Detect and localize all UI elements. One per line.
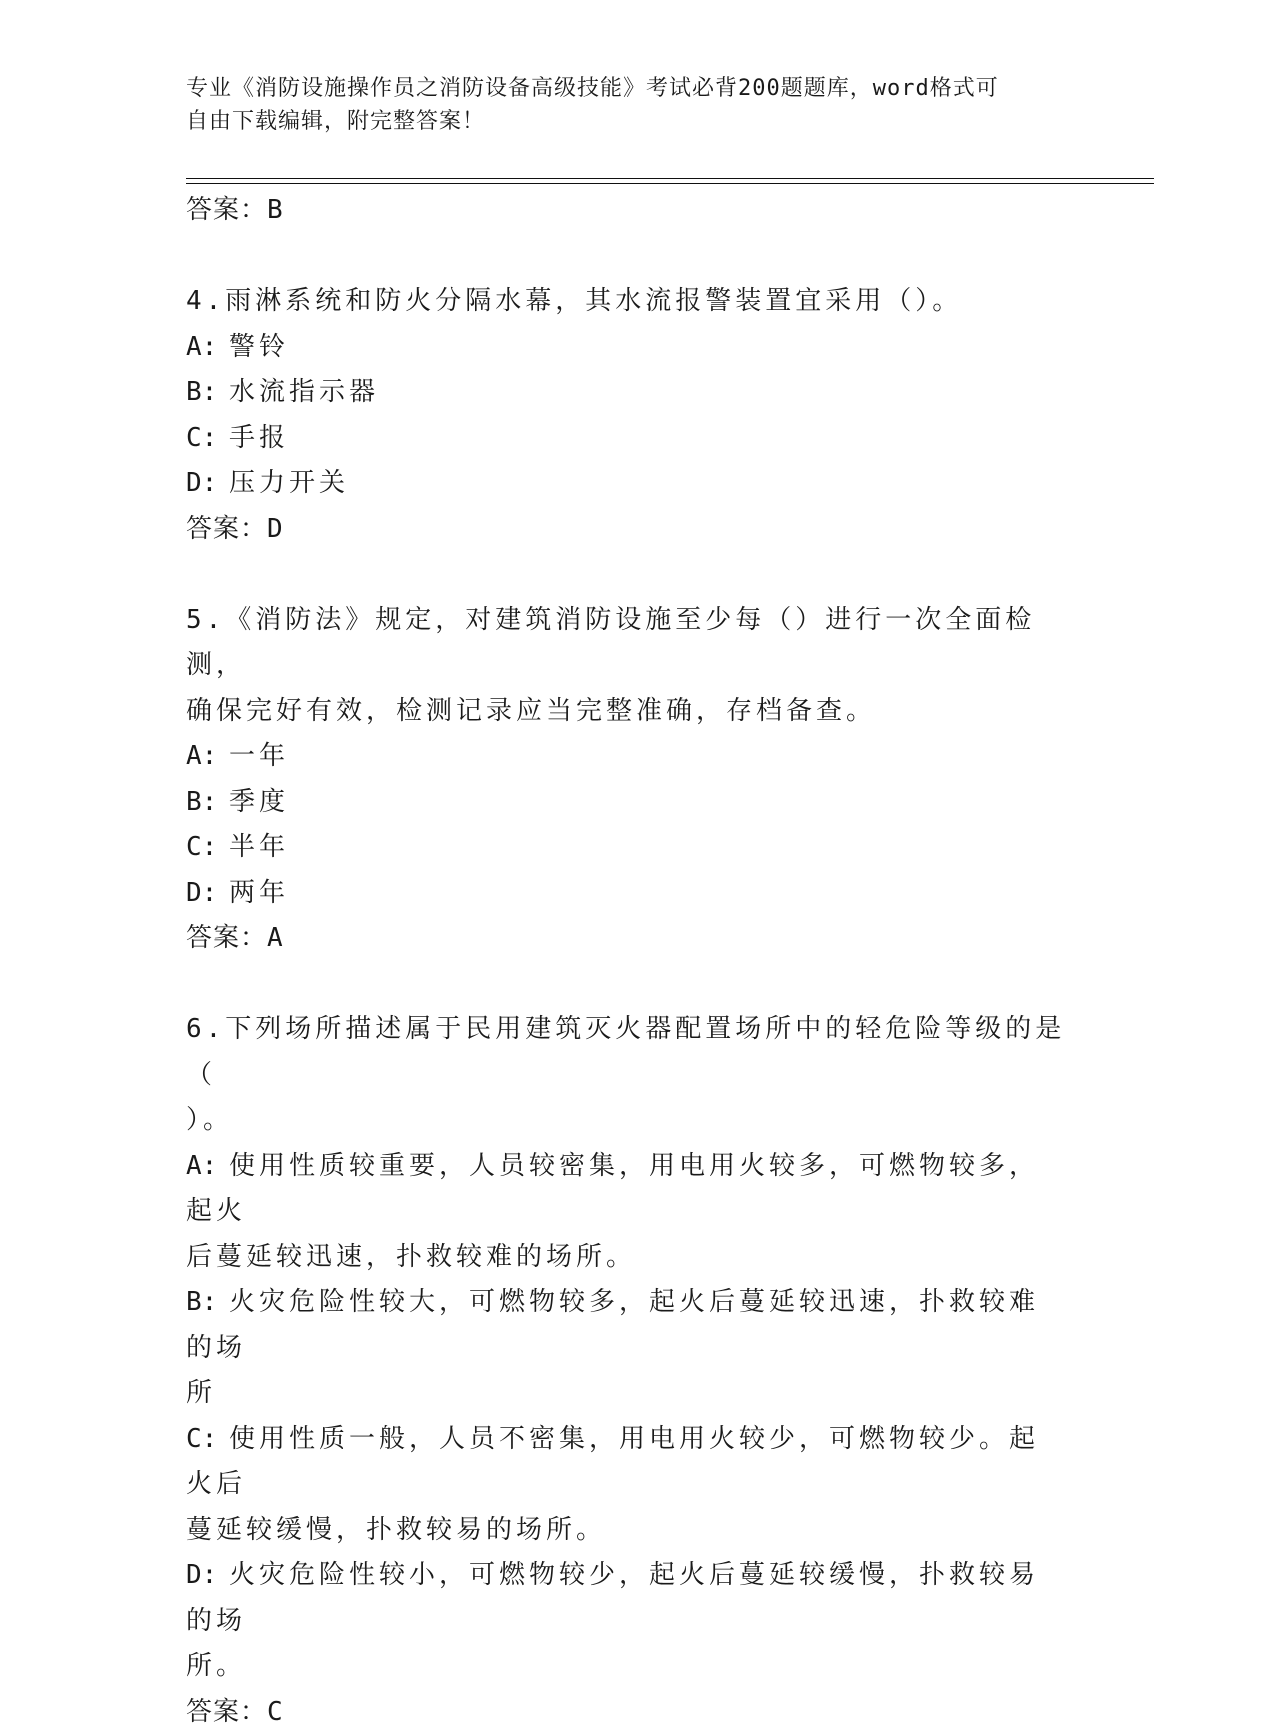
option-text: 季度 [229,786,290,817]
option-key: C: [186,832,218,862]
option-c [186,416,1066,462]
option-key: C: [186,1423,218,1454]
question-stem: 4.雨淋系统和防火分隔水幕，其水流报警装置宜采用（）。 [186,286,963,316]
option-key: B: [186,1287,218,1317]
spacer [186,233,1066,279]
spacer [186,552,1066,598]
option-key: A: [186,331,218,362]
option-b [186,780,1066,826]
option-key: C: [186,422,218,453]
option-d [186,461,1066,507]
header-line-1: 专业《消防设施操作员之消防设备高级技能》考试必背200题题库，word格式可 [186,76,999,101]
question-stem-continued: ）。 [186,1105,234,1135]
answer-value: B [267,195,284,225]
option-d-continued: 所。 [186,1651,247,1681]
option-text: 两年 [229,877,290,908]
option-a [186,734,1066,780]
option-text: 一年 [229,741,290,771]
answer-value: A [267,923,284,953]
option-b [186,1280,1066,1371]
question-stem: 5.《消防法》规定，对建筑消防设施至少每（）进行一次全面检测， [186,604,1036,680]
answer [186,916,1066,961]
option-a-continued: 后蔓延较迅速，扑救较难的场所。 [186,1241,637,1272]
option-key: D: [186,877,218,908]
answer-previous [186,188,1066,233]
spacer [186,961,1066,1007]
question-4 [186,279,1066,552]
option-text: 火灾危险性较小，可燃物较少，起火后蔓延较缓慢，扑救较易的场 [186,1560,1040,1636]
question-6 [186,1007,1066,1735]
option-b-continued: 所 [186,1378,217,1408]
option-text: 警铃 [229,331,290,362]
option-c-continued: 蔓延较缓慢，扑救较易的场所。 [186,1514,607,1545]
answer-label: 答案： [186,923,268,953]
option-text: 手报 [229,422,290,453]
option-d [186,1553,1066,1644]
question-5 [186,598,1066,962]
option-key: B: [186,377,218,407]
answer-label: 答案： [186,1696,268,1727]
document-header [186,72,1066,138]
question-stem: 6.下列场所描述属于民用建筑灭火器配置场所中的轻危险等级的是（ [186,1014,1066,1090]
option-key: A: [186,741,218,771]
answer-label: 答案： [186,513,268,544]
option-text: 水流指示器 [229,377,380,407]
option-text: 使用性质一般，人员不密集，用电用火较少，可燃物较少。起火后 [186,1423,1040,1499]
option-key: B: [186,786,218,817]
option-a [186,1144,1066,1235]
option-text: 火灾危险性较大，可燃物较多，起火后蔓延较迅速，扑救较难的场 [186,1287,1040,1363]
option-a [186,325,1066,371]
option-c [186,825,1066,871]
option-text: 半年 [229,832,290,862]
option-d [186,871,1066,917]
option-c [186,1417,1066,1508]
option-key: D: [186,468,218,498]
question-stem-continued: 确保完好有效，检测记录应当完整准确，存档备查。 [186,695,877,726]
header-divider-bottom [186,183,1154,184]
answer-value: D [267,513,284,544]
header-line-2: 自由下载编辑，附完整答案！ [186,109,486,134]
answer [186,1690,1066,1735]
answer-value: C [267,1696,284,1727]
option-key: D: [186,1560,218,1590]
header-divider-top [186,178,1154,179]
option-b [186,370,1066,416]
answer-label: 答案： [186,195,268,225]
document-body [186,188,1066,1735]
option-text: 使用性质较重要，人员较密集，用电用火较多，可燃物较多，起火 [186,1150,1040,1226]
answer [186,507,1066,552]
option-text: 压力开关 [229,468,350,498]
option-key: A: [186,1150,218,1181]
